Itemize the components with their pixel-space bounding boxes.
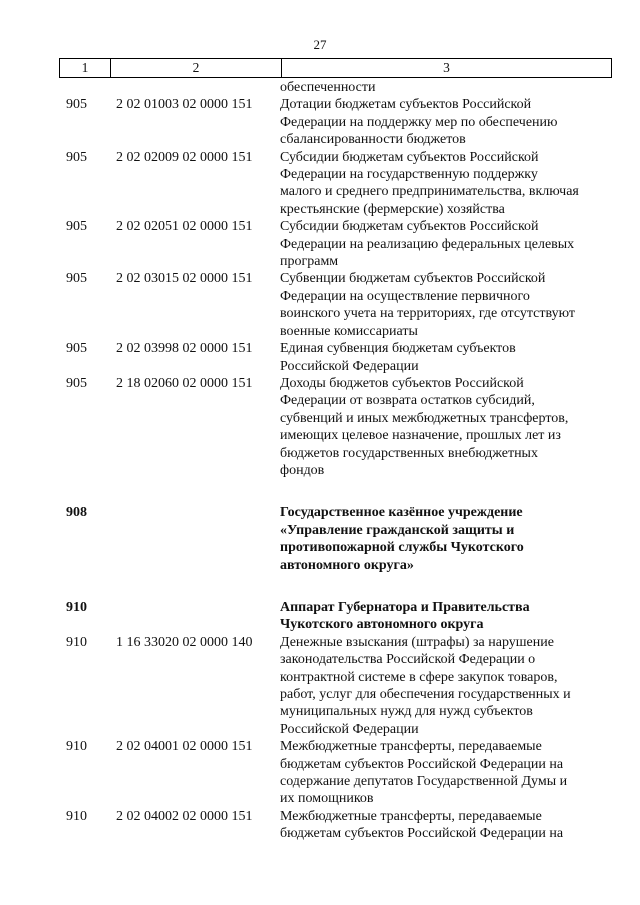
revenue-code: 2 02 01003 02 0000 151 (116, 97, 253, 113)
revenue-description (280, 634, 610, 738)
description-line: Государственное казённое учреждение (280, 505, 523, 521)
revenue-code: 2 02 02009 02 0000 151 (116, 149, 253, 165)
description-line: Межбюджетные трансферты, передаваемые (280, 739, 542, 755)
revenue-description (280, 375, 610, 479)
table-row (0, 218, 640, 270)
table-row (0, 375, 640, 479)
description-line: Чукотского автономного округа (280, 617, 484, 633)
revenue-code: 2 18 02060 02 0000 151 (116, 375, 253, 391)
section-heading-910 (0, 599, 640, 634)
revenue-description (280, 738, 610, 808)
description-line: бюджетов государственных внебюджетных (280, 445, 538, 461)
header-col-2: 2 (192, 60, 200, 75)
description-line: Федерации на реализацию федеральных целевых (280, 236, 575, 252)
revenue-code: 2 02 04001 02 0000 151 (116, 739, 253, 755)
revenue-description (280, 96, 610, 148)
description-line: фондов (280, 462, 325, 478)
description-line: контрактной системе в сфере закупок товаров, (280, 669, 558, 685)
description-line: бюджетам субъектов Российской Федерации на (280, 826, 564, 842)
description-line: Межбюджетные трансферты, передаваемые (280, 808, 542, 824)
description-line: противопожарной службы Чукотского (280, 540, 524, 556)
description-line: Российской Федерации (280, 358, 419, 374)
continuation-row (0, 79, 640, 96)
revenue-description (280, 149, 610, 219)
description-line: Доходы бюджетов субъектов Российской (280, 375, 524, 391)
description-line: «Управление гражданской защиты и (280, 522, 515, 538)
description-line: крестьянские (фермерские) хозяйства (280, 201, 505, 217)
header-col-1: 1 (81, 60, 89, 75)
admin-code: 905 (66, 97, 87, 113)
admin-code: 910 (66, 599, 87, 615)
description-line: воинского учета на территориях, где отсутствуют (280, 306, 576, 322)
description-line: содержание депутатов Государственной Думы и (280, 774, 568, 790)
description-line: Аппарат Губернатора и Правительства (280, 599, 530, 615)
revenue-description (280, 808, 610, 843)
admin-code: 910 (66, 739, 87, 755)
revenue-description (280, 504, 610, 574)
description-line: работ, услуг для обеспечения государственных и (280, 687, 571, 702)
description-line: Российской Федерации (280, 721, 419, 737)
table-row (0, 340, 640, 375)
description-line: Субсидии бюджетам субъектов Российской (280, 149, 539, 165)
admin-code: 910 (66, 634, 87, 650)
section-heading-908 (0, 504, 640, 574)
admin-code: 905 (66, 271, 87, 287)
admin-code: 905 (66, 341, 87, 357)
description-line: автономного округа» (280, 557, 414, 573)
section-gap (0, 479, 640, 504)
description-line: Федерации от возврата остатков субсидий, (280, 393, 535, 409)
revenue-description (280, 218, 610, 270)
admin-code: 905 (66, 149, 87, 165)
description-line: Дотации бюджетам субъектов Российской (280, 97, 532, 113)
description-line: Федерации на поддержку мер по обеспечению (280, 114, 558, 130)
revenue-code: 2 02 04002 02 0000 151 (116, 808, 253, 824)
description-line: имеющих целевое назначение, прошлых лет из (280, 428, 561, 444)
description-line: муниципальных нужд для нужд субъектов (280, 704, 533, 720)
admin-code: 910 (66, 808, 87, 824)
description-line: Денежные взыскания (штрафы) за нарушение (280, 634, 554, 650)
page-number: 27 (313, 37, 327, 52)
description-line: законодательства Российской Федерации о (280, 652, 536, 668)
revenue-code: 2 02 02051 02 0000 151 (116, 219, 253, 235)
description-line: бюджетам субъектов Российской Федерации на (280, 756, 564, 772)
table-row (0, 270, 640, 340)
description-line: Субсидии бюджетам субъектов Российской (280, 219, 539, 235)
revenue-code: 2 02 03015 02 0000 151 (116, 271, 253, 287)
description-line: субвенций и иных межбюджетных трансфертов, (280, 410, 569, 426)
description-line: Единая субвенция бюджетам субъектов (280, 341, 516, 357)
table-row (0, 738, 640, 808)
description-line: Федерации на осуществление первичного (280, 288, 530, 304)
revenue-description (280, 79, 610, 96)
revenue-code: 2 02 03998 02 0000 151 (116, 341, 253, 357)
description-line: сбалансированности бюджетов (280, 132, 466, 148)
admin-code: 905 (66, 375, 87, 391)
revenue-code: 1 16 33020 02 0000 140 (116, 634, 253, 650)
description-line: военные комиссариаты (280, 323, 418, 339)
table-row (0, 808, 640, 843)
revenue-description (280, 340, 610, 375)
header-col-3: 3 (443, 60, 450, 75)
description-line: обеспеченности (280, 80, 376, 95)
table-row (0, 634, 640, 738)
description-line: Федерации на государственную поддержку (280, 167, 538, 183)
description-line: программ (280, 254, 339, 270)
revenue-description (280, 599, 610, 634)
admin-code: 908 (66, 505, 87, 521)
description-line: их помощников (280, 791, 374, 807)
description-line: малого и среднего предпринимательства, включая (280, 184, 579, 200)
table-row (0, 96, 640, 148)
section-gap (0, 574, 640, 599)
table-body (0, 79, 640, 843)
description-line: Субвенции бюджетам субъектов Российской (280, 271, 546, 287)
admin-code: 905 (66, 219, 87, 235)
table-header (59, 58, 612, 78)
revenue-description (280, 270, 610, 340)
table-row (0, 149, 640, 219)
